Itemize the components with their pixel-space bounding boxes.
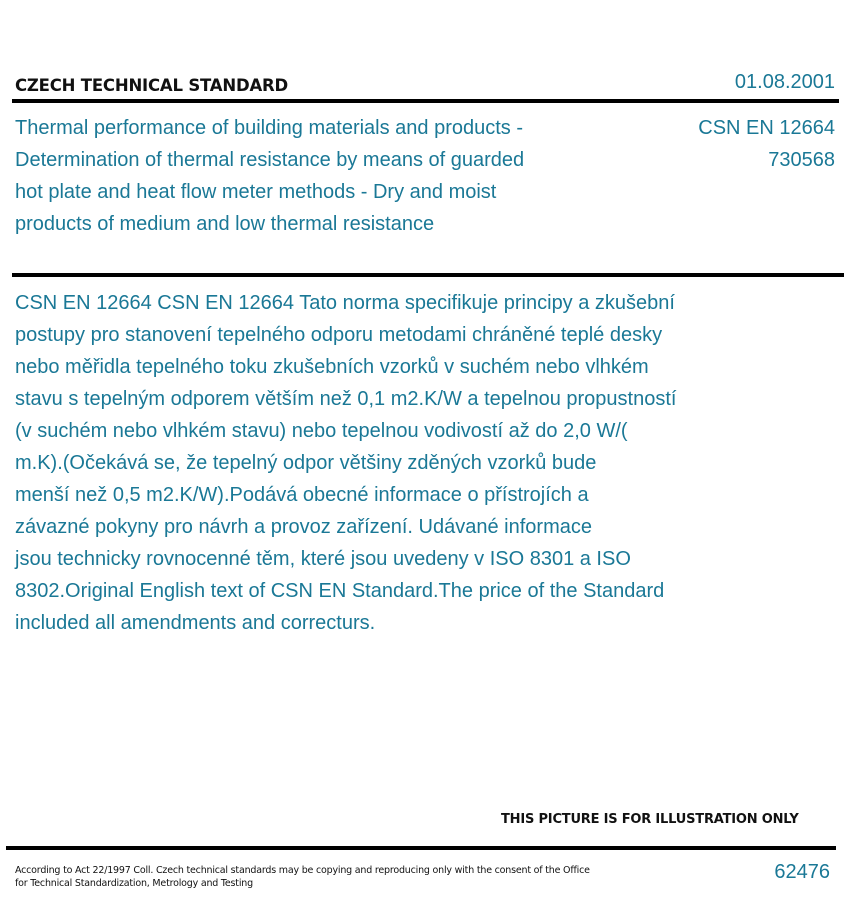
footer-divider — [6, 846, 836, 850]
publication-date: 01.08.2001 — [734, 71, 835, 93]
title-divider — [12, 273, 844, 277]
legal-notice: According to Act 22/1997 Coll. Czech technical standards may be copying and reproducing only with the consent of the Office for Technical Standardization, Metrology and Testing — [15, 865, 590, 889]
header-divider — [12, 99, 839, 103]
standard-description: CSN EN 12664 CSN EN 12664 Tato norma specifikuje principy a zkušební postupy pro stanovení tepelného odporu metodami chráněné teplé desky nebo měřidla tepelného toku zkušebních vzorků v suchém nebo vlhkém stavu s tepelným odporem větším než 0,1 m2.K/W a tepelnou propustností (v suchém nebo vlhkém stavu) nebo tepelnou vodivostí až do 2,0 W/( m.K).(Očekává se, že tepelný odpor většiny zděných vzorků bude menší než 0,5 m2.K/W).Podává obecné informace o přístrojích a závazné pokyny pro návrh a provoz zařízení. Udávané informace jsou technicky rovnocenné těm, které jsou uvedeny v ISO 8301 a ISO 8302.Original English text of CSN EN Standard.The price of the Standard included all amendments and correcturs. — [15, 292, 677, 634]
standard-number: 730568 — [768, 149, 835, 171]
catalog-number: 62476 — [774, 861, 830, 883]
standard-code-block — [698, 112, 835, 176]
illustration-disclaimer: THIS PICTURE IS FOR ILLUSTRATION ONLY — [501, 812, 799, 827]
standard-title: Thermal performance of building materials and products - Determination of thermal resistance by means of guarded hot plate and heat flow meter methods - Dry and moist products of medium and low thermal resistance — [15, 117, 525, 235]
document-type-label: CZECH TECHNICAL STANDARD — [15, 76, 289, 95]
standard-code: CSN EN 12664 — [698, 117, 835, 139]
